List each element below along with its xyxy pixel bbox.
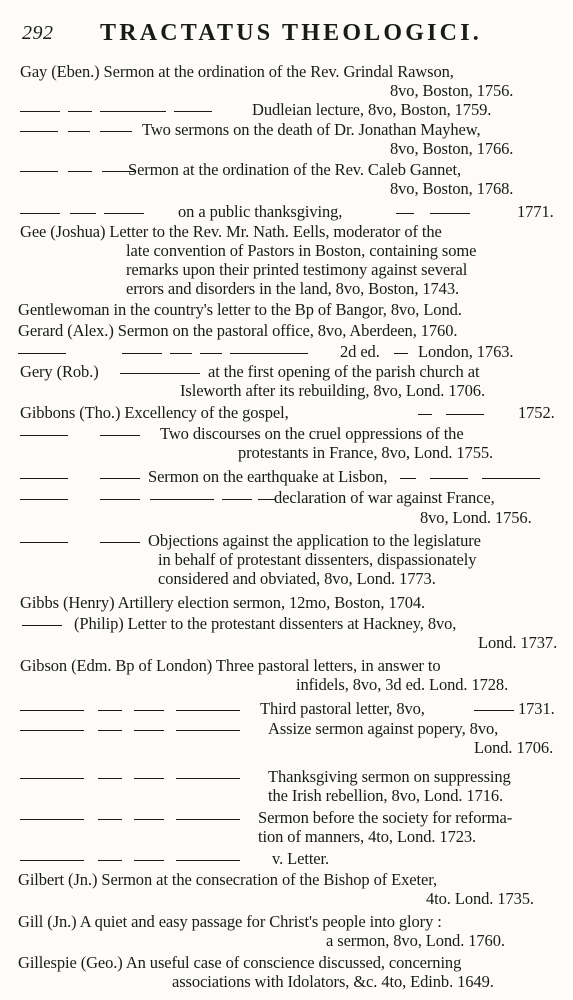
entry-line: on a public thanksgiving, <box>178 202 343 221</box>
entry-line: 2d ed. <box>340 342 380 361</box>
entry-line: Third pastoral letter, 8vo, <box>260 699 425 718</box>
entry-line: Two sermons on the death of Dr. Jonathan Mayhew, <box>142 120 481 139</box>
ditto-dashes <box>20 160 136 180</box>
entry-line: Objections against the application to the legislature <box>148 531 481 550</box>
ditto-dashes <box>20 467 140 487</box>
entry-line: Thanksgiving sermon on suppressing <box>268 767 511 786</box>
entry-line: late convention of Pastors in Boston, containing some <box>126 241 477 260</box>
ditto-dashes <box>18 342 308 362</box>
ditto-dashes <box>20 808 240 828</box>
ditto-dashes <box>20 849 240 869</box>
ditto-dashes <box>20 719 240 739</box>
entry-line: Two discourses on the cruel oppressions of the <box>160 424 464 443</box>
entry-line: at the first opening of the parish church at <box>208 362 480 381</box>
entry-line: Gerard (Alex.) Sermon on the pastoral office, 8vo, Aberdeen, 1760. <box>18 321 458 340</box>
ditto-dashes <box>474 699 514 719</box>
entry-line: 8vo, Boston, 1768. <box>390 179 514 198</box>
entry-line: 8vo, Boston, 1756. <box>390 81 514 100</box>
entry-line: Gilbert (Jn.) Sermon at the consecration of the Bishop of Exeter, <box>18 870 437 889</box>
entry-line: 1771. <box>517 202 554 221</box>
running-title: TRACTATUS THEOLOGICI. <box>100 20 482 46</box>
entry-line: remarks upon their printed testimony against several <box>126 260 468 279</box>
page-number: 292 <box>22 22 54 44</box>
entry-line: a sermon, 8vo, Lond. 1760. <box>326 931 505 950</box>
entry-line: Gay (Eben.) Sermon at the ordination of the Rev. Grindal Rawson, <box>20 62 454 81</box>
entry-line: Sermon before the society for reforma- <box>258 808 513 827</box>
ditto-dashes <box>20 767 240 787</box>
entry-line: 1752. <box>518 403 555 422</box>
entry-line: Isleworth after its rebuilding, 8vo, Lond. 1706. <box>180 381 485 400</box>
ditto-dashes <box>20 120 132 140</box>
entry-line: declaration of war against France, <box>274 488 495 507</box>
entry-line: (Philip) Letter to the protestant dissenters at Hackney, 8vo, <box>74 614 457 633</box>
entry-line: v. Letter. <box>272 849 330 868</box>
entry-line: Lond. 1737. <box>478 633 558 652</box>
ditto-dashes <box>20 699 240 719</box>
ditto-dashes <box>400 467 540 487</box>
entry-line: associations with Idolators, &c. 4to, Edinb. 1649. <box>172 972 494 991</box>
entry-line: Gery (Rob.) <box>20 362 99 381</box>
entry-line: Gee (Joshua) Letter to the Rev. Mr. Nath. Eells, moderator of the <box>20 222 442 241</box>
entry-line: tion of manners, 4to, Lond. 1723. <box>258 827 477 846</box>
entry-line: Sermon on the earthquake at Lisbon, <box>148 467 388 486</box>
entry-line: Lond. 1706. <box>474 738 554 757</box>
ditto-dashes <box>20 100 212 120</box>
entry-line: Dudleian lecture, 8vo, Boston, 1759. <box>252 100 492 119</box>
ditto-dashes <box>20 531 140 551</box>
entry-line: infidels, 8vo, 3d ed. Lond. 1728. <box>296 675 509 694</box>
entry-line: Gibbons (Tho.) Excellency of the gospel, <box>20 403 289 422</box>
ditto-dashes <box>20 424 140 444</box>
ditto-dashes <box>22 614 62 634</box>
entry-line: 1731. <box>518 699 555 718</box>
entry-line: Gibson (Edm. Bp of London) Three pastoral letters, in answer to <box>20 656 441 675</box>
ditto-dashes <box>120 362 200 382</box>
ditto-dashes <box>20 202 144 222</box>
ditto-dashes <box>418 403 484 423</box>
entry-line: Gillespie (Geo.) An useful case of conscience discussed, concerning <box>18 953 462 972</box>
entry-line: considered and obviated, 8vo, Lond. 1773. <box>158 569 436 588</box>
entry-line: errors and disorders in the land, 8vo, Boston, 1743. <box>126 279 460 298</box>
ditto-dashes <box>394 342 408 362</box>
entry-line: the Irish rebellion, 8vo, Lond. 1716. <box>268 786 504 805</box>
entry-line: 8vo, Lond. 1756. <box>420 508 532 527</box>
ditto-dashes <box>396 202 470 222</box>
entry-line: 4to. Lond. 1735. <box>426 889 534 908</box>
entry-line: Gibbs (Henry) Artillery election sermon, 12mo, Boston, 1704. <box>20 593 426 612</box>
entry-line: in behalf of protestant dissenters, dispassionately <box>158 550 477 569</box>
entry-line: Gill (Jn.) A quiet and easy passage for Christ's people into glory : <box>18 912 442 931</box>
entry-line: London, 1763. <box>418 342 514 361</box>
entry-line: Sermon at the ordination of the Rev. Caleb Gannet, <box>128 160 462 179</box>
entry-line: Gentlewoman in the country's letter to the Bp of Bangor, 8vo, Lond. <box>18 300 462 319</box>
entry-line: Assize sermon against popery, 8vo, <box>268 719 499 738</box>
ditto-dashes <box>20 488 276 508</box>
entry-line: protestants in France, 8vo, Lond. 1755. <box>238 443 494 462</box>
entry-line: 8vo, Boston, 1766. <box>390 139 514 158</box>
